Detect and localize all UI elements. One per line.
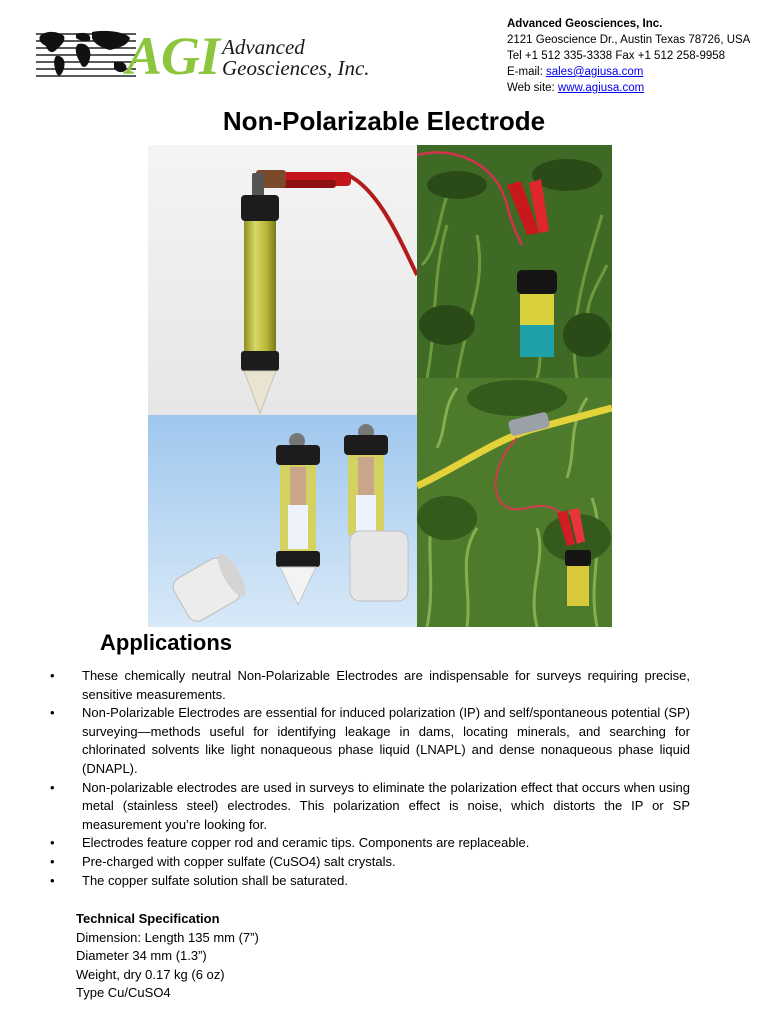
photo-collage	[148, 145, 612, 627]
list-item-text: Non-Polarizable Electrodes are essential for induced polarization (IP) and self/spontaneous potential (SP) surveying—methods useful for identifying leakage in dams, locating minerals, and searching for chlorinated solvents like light nonaqueous phase liquid (LNAPL) and dense nonaqueous phase liquid (DNAPL).	[82, 705, 690, 776]
list-item	[48, 667, 690, 704]
applications-heading: Applications	[100, 630, 233, 655]
bullet-icon: •	[50, 835, 55, 851]
email-label: E-mail:	[507, 66, 546, 78]
spec-weight: Weight, dry 0.17 kg (6 oz)	[76, 966, 225, 982]
phone-fax: Tel +1 512 335-3338 Fax +1 512 258-9958	[507, 50, 726, 62]
bullet-icon: •	[50, 853, 55, 869]
bullet-icon: •	[50, 668, 55, 683]
world-map-icon	[36, 28, 136, 80]
list-item-text: Electrodes feature copper rod and ceramic tips. Components are replaceable.	[82, 835, 530, 851]
email-link[interactable]: sales@agiusa.com	[545, 66, 644, 78]
electrode-parts-photo	[148, 415, 417, 627]
agi-logo	[36, 28, 396, 84]
electrode-photo	[148, 145, 417, 415]
spec-title: Technical Specification	[76, 911, 220, 926]
website-link[interactable]: www.agiusa.com	[557, 82, 645, 94]
logo-name-line2: Geosciences, Inc.	[222, 56, 370, 80]
technical-specification	[76, 910, 259, 1003]
list-item	[48, 872, 690, 891]
list-item	[48, 853, 690, 872]
page-title: Non-Polarizable Electrode	[222, 106, 546, 136]
spec-diameter: Diameter 34 mm (1.3”)	[76, 948, 207, 964]
bullet-icon: •	[50, 705, 55, 721]
bullet-icon: •	[50, 779, 55, 795]
applications-list	[48, 667, 690, 890]
list-item	[48, 834, 690, 853]
list-item-text: These chemically neutral Non-Polarizable Electrodes are indispensable for surveys requiring precise, sensitive measurements.	[82, 668, 690, 702]
spec-type: Type Cu/CuSO4	[76, 985, 171, 1001]
list-item	[48, 779, 690, 835]
list-item-text: Non-polarizable electrodes are used in surveys to eliminate the polarization effect that occurs when using metal (stainless steel) electrodes. This polarization effect is noise, which distorts the IP or SP measurement you’re looking for.	[82, 779, 690, 832]
email-line	[507, 64, 750, 80]
field-photo	[417, 145, 612, 378]
website-line	[507, 80, 750, 96]
website-label: Web site:	[507, 82, 558, 94]
bullet-icon: •	[50, 872, 55, 888]
logo-company-name	[222, 37, 370, 79]
contact-info	[507, 16, 750, 96]
logo-mark: AGI	[126, 26, 220, 86]
logo-name-line1: Advanced	[222, 35, 305, 59]
list-item	[48, 704, 690, 778]
list-item-text: The copper sulfate solution shall be saturated.	[82, 872, 348, 888]
company-address: 2121 Geoscience Dr., Austin Texas 78726, USA	[507, 34, 751, 46]
field-cable-photo	[417, 378, 612, 627]
company-name: Advanced Geosciences, Inc.	[507, 18, 663, 30]
list-item-text: Pre-charged with copper sulfate (CuSO4) salt crystals.	[82, 853, 396, 869]
spec-dimension: Dimension: Length 135 mm (7”)	[76, 929, 259, 945]
